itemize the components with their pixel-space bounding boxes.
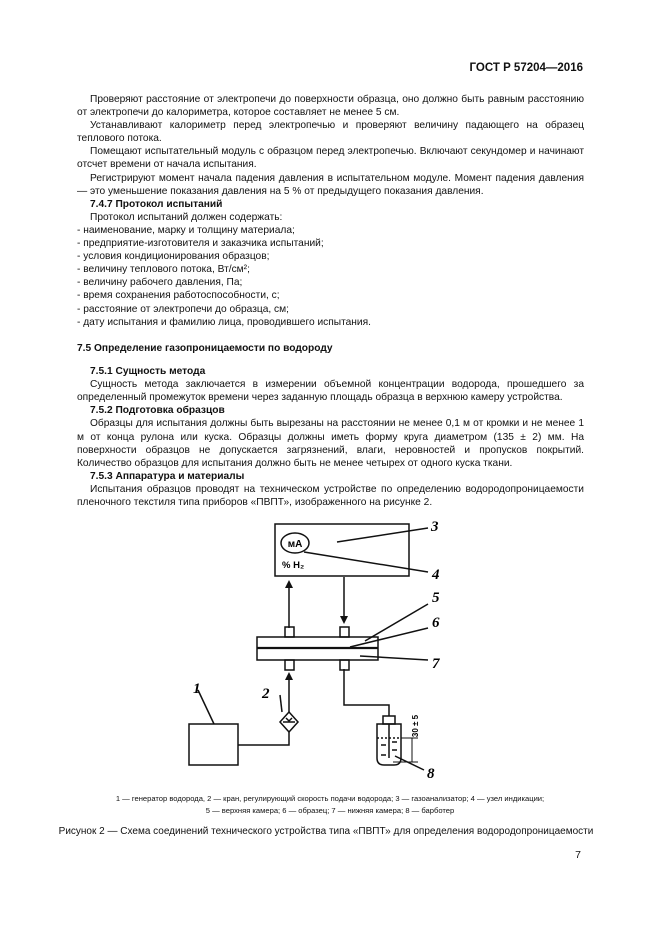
connector	[340, 627, 349, 637]
document-header: ГОСТ Р 57204—2016	[469, 62, 583, 74]
list-item: - дату испытания и фамилию лица, проводившего испытания.	[77, 316, 371, 328]
tube-generator-valve	[238, 732, 289, 745]
section-heading-7-5-3: 7.5.3 Аппаратура и материалы	[90, 470, 245, 482]
connector	[285, 627, 294, 637]
section-heading-7-5-1: 7.5.1 Сущность метода	[90, 366, 206, 378]
paragraph: Регистрируют момент начала падения давления в испытательном модуле. Момент падения давления — это уменьшение показания давления на 5 % от предыдущего показания давления.	[77, 172, 584, 197]
leader-line-2	[280, 695, 282, 712]
list-item: - условия кондиционирования образцов;	[77, 251, 270, 263]
section-heading-7-5-2: 7.5.2 Подготовка образцов	[90, 405, 225, 417]
connector	[285, 660, 294, 670]
figure-title: Рисунок 2 — Схема соединений технического устройства типа «ПВПТ» для определения водородопроницаемости	[58, 826, 594, 837]
figure-legend-line-1: 1 — генератор водорода, 2 — кран, регулирующий скорость подачи водорода; 3 — газоанализатор; 4 — узел индикации;	[115, 794, 545, 803]
dimension-text: 30 ± 5	[411, 714, 420, 738]
callout-6: 6	[432, 615, 440, 631]
list-item: - время сохранения работоспособности, с;	[77, 290, 280, 302]
paragraph: Устанавливают калориметр перед электропечью и проверяют величину падающего на образец теплового потока.	[77, 120, 584, 145]
paragraph: Сущность метода заключается в измерении объемной концентрации водорода, прошедшего за определенный промежуток времени через заданную площадь образца в верхнюю камеру устройства.	[77, 379, 584, 404]
valve-check	[286, 718, 292, 721]
figure-legend-line-2: 5 — верхняя камера; 6 — образец; 7 — нижняя камера; 8 — барботер	[205, 806, 455, 815]
list-item: - расстояние от электропечи до образца, см;	[77, 303, 289, 315]
callout-3: 3	[431, 519, 439, 535]
connector	[340, 660, 349, 670]
paragraph: Испытания образцов проводят на техническом устройстве по определению водородопроницаемости пленочного текстиля типа приборов «ПВПТ», изображенного на рисунке 2.	[77, 483, 584, 509]
paragraph: Проверяют расстояние от электропечи до поверхности образца, оно должно быть равным расстоянию от электропечи до калориметра, которое составляет не менее 5 см.	[77, 94, 584, 119]
callout-7: 7	[432, 656, 440, 672]
callout-1: 1	[193, 681, 201, 697]
list-item: - величину теплового потока, Вт/см²;	[77, 264, 250, 276]
meter-sublabel: % H₂	[282, 560, 305, 571]
list-item: - наименование, марку и толщину материала;	[77, 224, 295, 236]
hydrogen-generator-box	[189, 724, 238, 765]
list-item: - предприятие-изготовителя и заказчика испытаний;	[77, 238, 324, 250]
tube-to-bubbler	[344, 669, 389, 716]
section-heading-7-5: 7.5 Определение газопроницаемости по водороду	[77, 343, 333, 354]
callout-8: 8	[427, 766, 435, 782]
section-heading-7-4-7: 7.4.7 Протокол испытаний	[90, 198, 223, 210]
paragraph: Протокол испытаний должен содержать:	[90, 211, 283, 223]
leader-line-3	[337, 528, 428, 542]
bubbler-stopper	[383, 716, 395, 724]
callout-4: 4	[432, 567, 440, 583]
page-number: 7	[575, 849, 581, 861]
callout-2: 2	[262, 686, 270, 702]
list-item: - величину рабочего давления, Па;	[77, 277, 243, 289]
paragraph: Помещают испытательный модуль с образцом перед электропечью. Включают секундомер и начинают отсчет времени от начала испытания.	[77, 146, 584, 171]
paragraph: Образцы для испытания должны быть вырезаны на расстоянии не менее 0,1 м от кромки и не менее 1 м от конца рулона или куска. Образцы должны иметь форму круга диаметром (135 ± 2) мм. На поверхности образцов не допускается загрязнений, влаги, неровностей и пропусков покрытий. Количество образцов для испытания должно быть не менее четырех от одного куска ткани.	[77, 418, 584, 469]
meter-label: мА	[287, 539, 303, 550]
callout-5: 5	[432, 590, 440, 606]
